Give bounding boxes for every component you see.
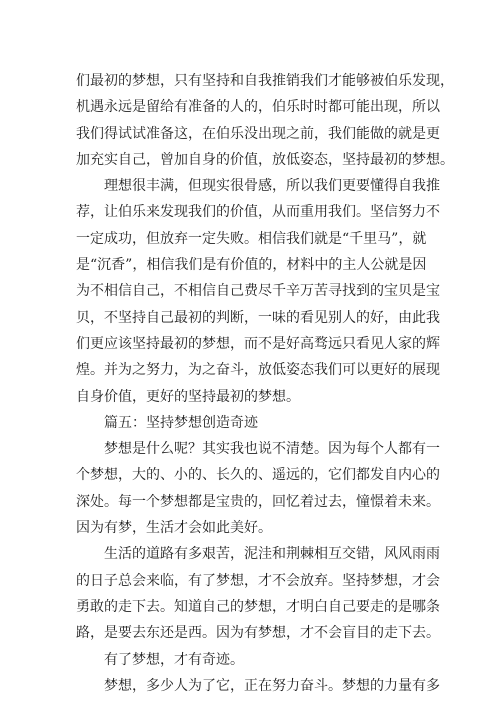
text-line: 一定成功，但放弃一定失败。相信我们就是“千里马”，就 <box>76 230 427 247</box>
paragraph-start-line: 有了梦想，才有奇迹。 <box>104 651 244 668</box>
text-line: 自身价值，更好的坚持最初的梦想。 <box>76 388 300 405</box>
text-line: 们更应该坚持最初的梦想，而不是好高骛远只看见人家的辉 <box>76 335 440 352</box>
paragraph-start-line: 梦想，多少人为了它，正在努力奋斗。梦想的力量有多 <box>104 677 440 694</box>
section-heading: 篇五：坚持梦想创造奇迹 <box>104 414 258 431</box>
text-line: 深处。每一个梦想都是宝贵的，回忆着过去，憧憬着未来。 <box>76 493 440 510</box>
text-line: 荐，让伯乐来发现我们的价值，从而重用我们。坚信努力不 <box>76 204 440 221</box>
text-line: 加充实自己，曾加自身的价值，放低姿态，坚持最初的梦想。 <box>76 151 454 168</box>
paragraph-start-line: 生活的道路有多艰苦，泥洼和荆棘相互交错，风风雨雨 <box>104 546 440 563</box>
text-line: 个梦想，大的、小的、长久的、遥远的，它们都发自内心的 <box>76 467 440 484</box>
text-line: 是“沉香”，相信我们是有价值的，材料中的主人公就是因 <box>76 257 427 274</box>
text-line: 煌。并为之努力，为之奋斗，放低姿态我们可以更好的展现 <box>76 362 440 379</box>
essay-text <box>76 68 454 699</box>
text-line: 勇敢的走下去。知道自己的梦想，才明白自己要走的是哪条 <box>76 598 440 615</box>
paragraph-start-line: 理想很丰满，但现实很骨感，所以我们更要懂得自我推 <box>104 178 440 195</box>
text-line: 们最初的梦想，只有坚持和自我推销我们才能够被伯乐发现， <box>76 73 454 89</box>
text-line: 贝，不坚持自己最初的判断，一味的看见别人的好，由此我 <box>76 309 440 326</box>
text-line: 的日子总会来临，有了梦想，才不会放弃。坚持梦想，才会 <box>76 572 440 589</box>
text-line: 机遇永远是留给有准备的人的，伯乐时时都可能出现，所以 <box>76 99 440 116</box>
text-line: 路，是要去东还是西。因为有梦想，才不会盲目的走下去。 <box>76 625 440 642</box>
paragraph-start-line: 梦想是什么呢？其实我也说不清楚。因为每个人都有一 <box>104 441 440 458</box>
text-line: 我们得试试准备这，在伯乐没出现之前，我们能做的就是更 <box>76 125 440 142</box>
text-line: 为不相信自己，不相信自己费尽千辛万苦寻找到的宝贝是宝 <box>76 283 440 300</box>
text-line: 因为有梦，生活才会如此美好。 <box>76 520 272 537</box>
